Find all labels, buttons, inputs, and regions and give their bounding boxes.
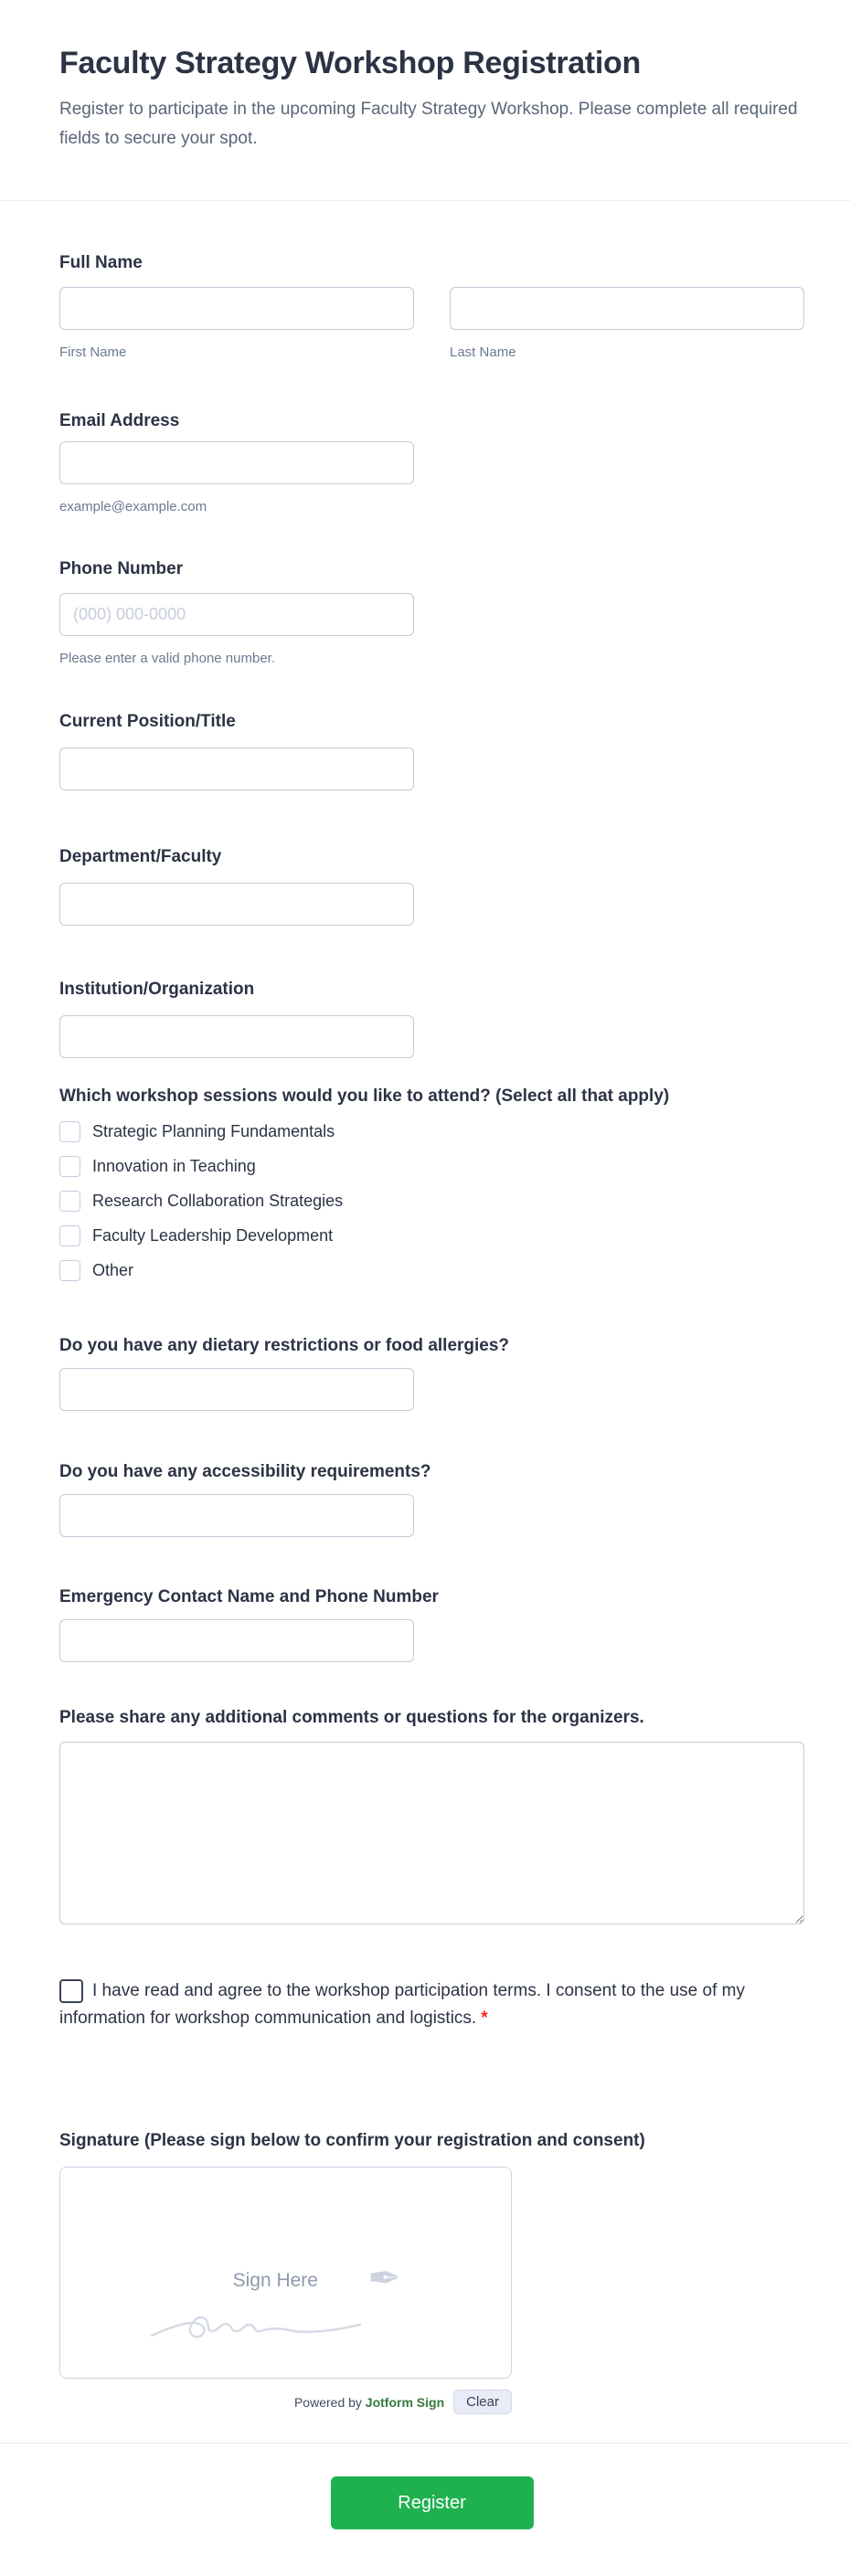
pen-nib-icon: ✒	[367, 2256, 401, 2301]
field-phone	[59, 558, 804, 668]
last-name-sublabel: Last Name	[450, 345, 516, 360]
form-title: Faculty Strategy Workshop Registration	[59, 46, 641, 80]
comments-label: Please share any additional comments or questions for the organizers.	[59, 1708, 644, 1727]
option-label: Strategic Planning Fundamentals	[92, 1122, 335, 1140]
clear-signature-button[interactable]: Clear	[453, 2390, 512, 2414]
dietary-input[interactable]	[59, 1368, 414, 1411]
sessions-label: Which workshop sessions would you like to attend? (Select all that apply)	[59, 1087, 670, 1106]
field-accessibility	[59, 1461, 804, 1537]
field-signature	[59, 2130, 804, 2414]
emergency-input[interactable]	[59, 1619, 414, 1662]
field-department	[59, 846, 804, 926]
sessions-options	[59, 1120, 804, 1281]
field-position	[59, 711, 804, 790]
field-consent	[59, 1977, 754, 2032]
signature-label: Signature (Please sign below to confirm your registration and consent)	[59, 2131, 645, 2150]
option-label: Innovation in Teaching	[92, 1157, 256, 1175]
field-full-name	[59, 252, 804, 362]
checkbox[interactable]	[59, 1121, 80, 1142]
first-name-col	[59, 287, 414, 362]
signature-squiggle-graphic	[150, 2294, 374, 2344]
field-dietary	[59, 1335, 804, 1411]
last-name-col	[450, 287, 804, 362]
phone-label: Phone Number	[59, 559, 184, 578]
checkbox[interactable]	[59, 1191, 80, 1212]
checkbox[interactable]	[59, 1156, 80, 1177]
field-institution	[59, 979, 804, 1058]
header-divider	[0, 200, 850, 201]
powered-by-text	[294, 2395, 444, 2410]
first-name-input[interactable]	[59, 287, 414, 330]
session-option-row[interactable]	[59, 1120, 804, 1142]
last-name-input[interactable]	[450, 287, 804, 330]
session-option-row[interactable]	[59, 1259, 804, 1281]
comments-textarea[interactable]	[59, 1742, 804, 1924]
email-sublabel: example@example.com	[59, 499, 207, 514]
email-label: Email Address	[59, 411, 180, 430]
institution-label: Institution/Organization	[59, 980, 255, 999]
field-emergency	[59, 1586, 804, 1662]
accessibility-input[interactable]	[59, 1494, 414, 1537]
department-label: Department/Faculty	[59, 847, 222, 866]
submit-section	[0, 2476, 850, 2529]
jotform-sign-brand: Jotform Sign	[365, 2394, 445, 2410]
consent-text: I have read and agree to the workshop participation terms. I consent to the use of my information for workshop communication and logistics.	[59, 1981, 745, 2028]
department-input[interactable]	[59, 883, 414, 926]
full-name-label: Full Name	[59, 253, 143, 272]
form-body	[0, 252, 850, 2414]
signature-pad[interactable]	[59, 2167, 512, 2379]
powered-by-label: Powered by	[293, 2394, 362, 2410]
required-asterisk: *	[481, 2009, 488, 2028]
option-label: Other	[92, 1261, 134, 1279]
session-option-row[interactable]	[59, 1155, 804, 1177]
first-name-sublabel: First Name	[59, 345, 127, 360]
phone-sublabel: Please enter a valid phone number.	[59, 651, 275, 666]
accessibility-label: Do you have any accessibility requirements?	[59, 1462, 431, 1481]
signature-footer	[59, 2390, 512, 2414]
checkbox[interactable]	[59, 1225, 80, 1246]
form-subtitle: Register to participate in the upcoming Faculty Strategy Workshop. Please complete all required fields to secure your spot.	[59, 100, 798, 148]
field-email	[59, 410, 804, 516]
email-input[interactable]	[59, 441, 414, 484]
dietary-label: Do you have any dietary restrictions or food allergies?	[59, 1336, 510, 1355]
phone-input[interactable]	[59, 593, 414, 636]
institution-input[interactable]	[59, 1015, 414, 1058]
position-label: Current Position/Title	[59, 712, 236, 731]
field-comments	[59, 1707, 804, 1924]
session-option-row[interactable]	[59, 1224, 804, 1246]
name-row	[59, 287, 804, 362]
checkbox[interactable]	[59, 1260, 80, 1281]
session-option-row[interactable]	[59, 1190, 804, 1212]
field-sessions	[59, 1086, 804, 1281]
form-header	[0, 0, 850, 154]
bottom-spacer	[0, 2529, 850, 2576]
register-button[interactable]: Register	[331, 2476, 534, 2529]
position-input[interactable]	[59, 747, 414, 790]
sign-here-hint: Sign Here	[232, 2270, 318, 2291]
consent-checkbox[interactable]	[59, 1979, 83, 2003]
option-label: Faculty Leadership Development	[92, 1226, 334, 1245]
emergency-label: Emergency Contact Name and Phone Number	[59, 1587, 439, 1606]
option-label: Research Collaboration Strategies	[92, 1192, 344, 1210]
